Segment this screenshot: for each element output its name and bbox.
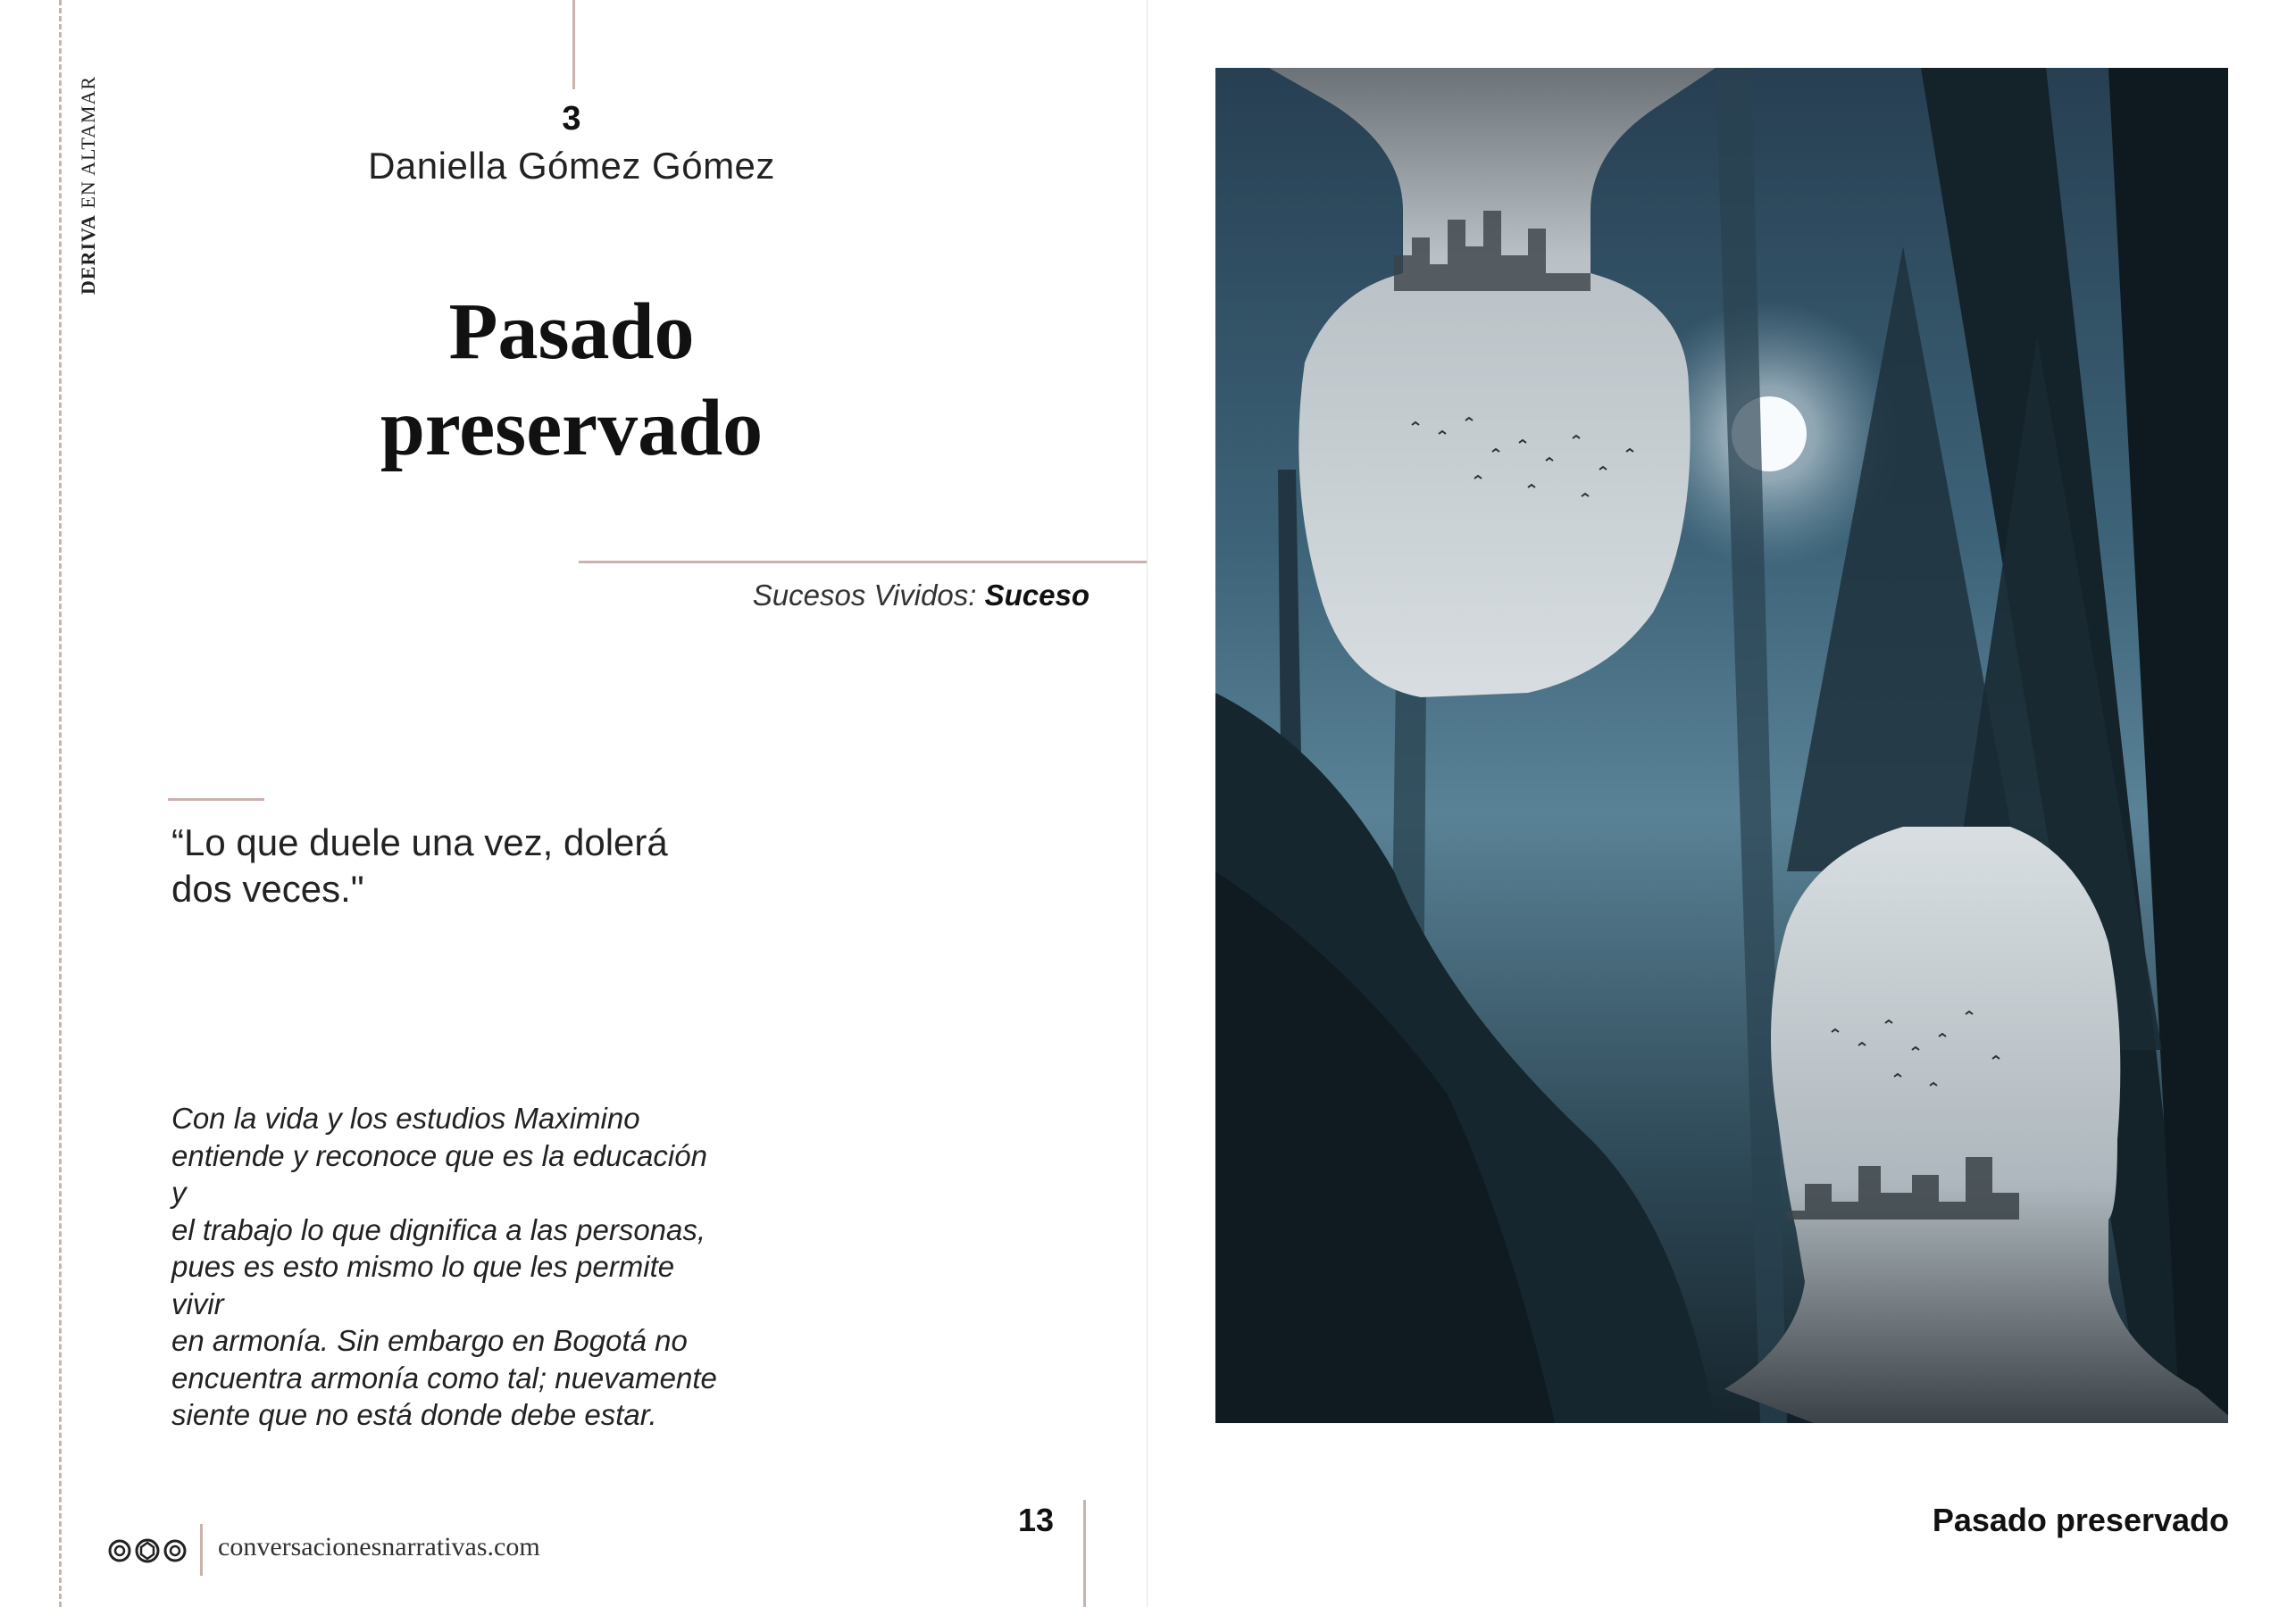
running-title: Pasado preservado	[1932, 1502, 2229, 1538]
body-line: el trabajo lo que dignifica a las personas,	[171, 1212, 706, 1246]
body-line: encuentra armonía como tal; nuevamente	[171, 1361, 717, 1395]
left-page	[0, 0, 1147, 1607]
quote-line-1: “Lo que duele una vez, dolerá	[171, 821, 668, 863]
category-value: Suceso	[984, 579, 1090, 612]
pull-quote	[171, 820, 725, 912]
bottom-vertical-rule	[1083, 1500, 1086, 1607]
body-line: Con la vida y los estudios Maximino	[171, 1102, 640, 1135]
story-title	[304, 284, 839, 477]
author-name: Daniella Gómez Gómez	[368, 145, 775, 187]
category-prefix: Sucesos Vividos:	[752, 579, 985, 612]
body-line: entiende y reconoce que es la educación y	[171, 1138, 707, 1209]
section-divider	[579, 561, 1147, 563]
spine-brand-rest: EN ALTAMAR	[77, 75, 99, 215]
body-line: en armonía. Sin embargo en Bogotá no	[171, 1324, 688, 1357]
title-line-1: Pasado	[448, 287, 695, 376]
category-label	[643, 579, 1090, 612]
top-vertical-rule	[572, 0, 575, 89]
title-line-2: preservado	[380, 384, 764, 472]
body-line: pues es esto mismo lo que les permite vivir	[171, 1250, 675, 1320]
chapter-number: 3	[562, 100, 581, 137]
margin-dashed-rule	[59, 0, 62, 1607]
photo-collage-mirrored-heads-forest-icon	[1215, 68, 2228, 1423]
three-circles-logo-icon	[107, 1533, 188, 1569]
page-number: 13	[1017, 1502, 1054, 1538]
spine-brand-bold: DERIVA	[77, 214, 99, 295]
right-page	[1148, 0, 2296, 1607]
spine-brand	[77, 54, 113, 295]
forest-illustration	[1215, 68, 2228, 1423]
quote-line-2: dos veces."	[171, 868, 364, 910]
body-paragraph	[171, 1100, 725, 1434]
quote-divider	[168, 798, 264, 801]
footer-divider	[200, 1524, 203, 1576]
footer-website-link[interactable]: conversacionesnarrativas.com	[218, 1532, 540, 1561]
body-line: siente que no está donde debe estar.	[171, 1398, 657, 1431]
